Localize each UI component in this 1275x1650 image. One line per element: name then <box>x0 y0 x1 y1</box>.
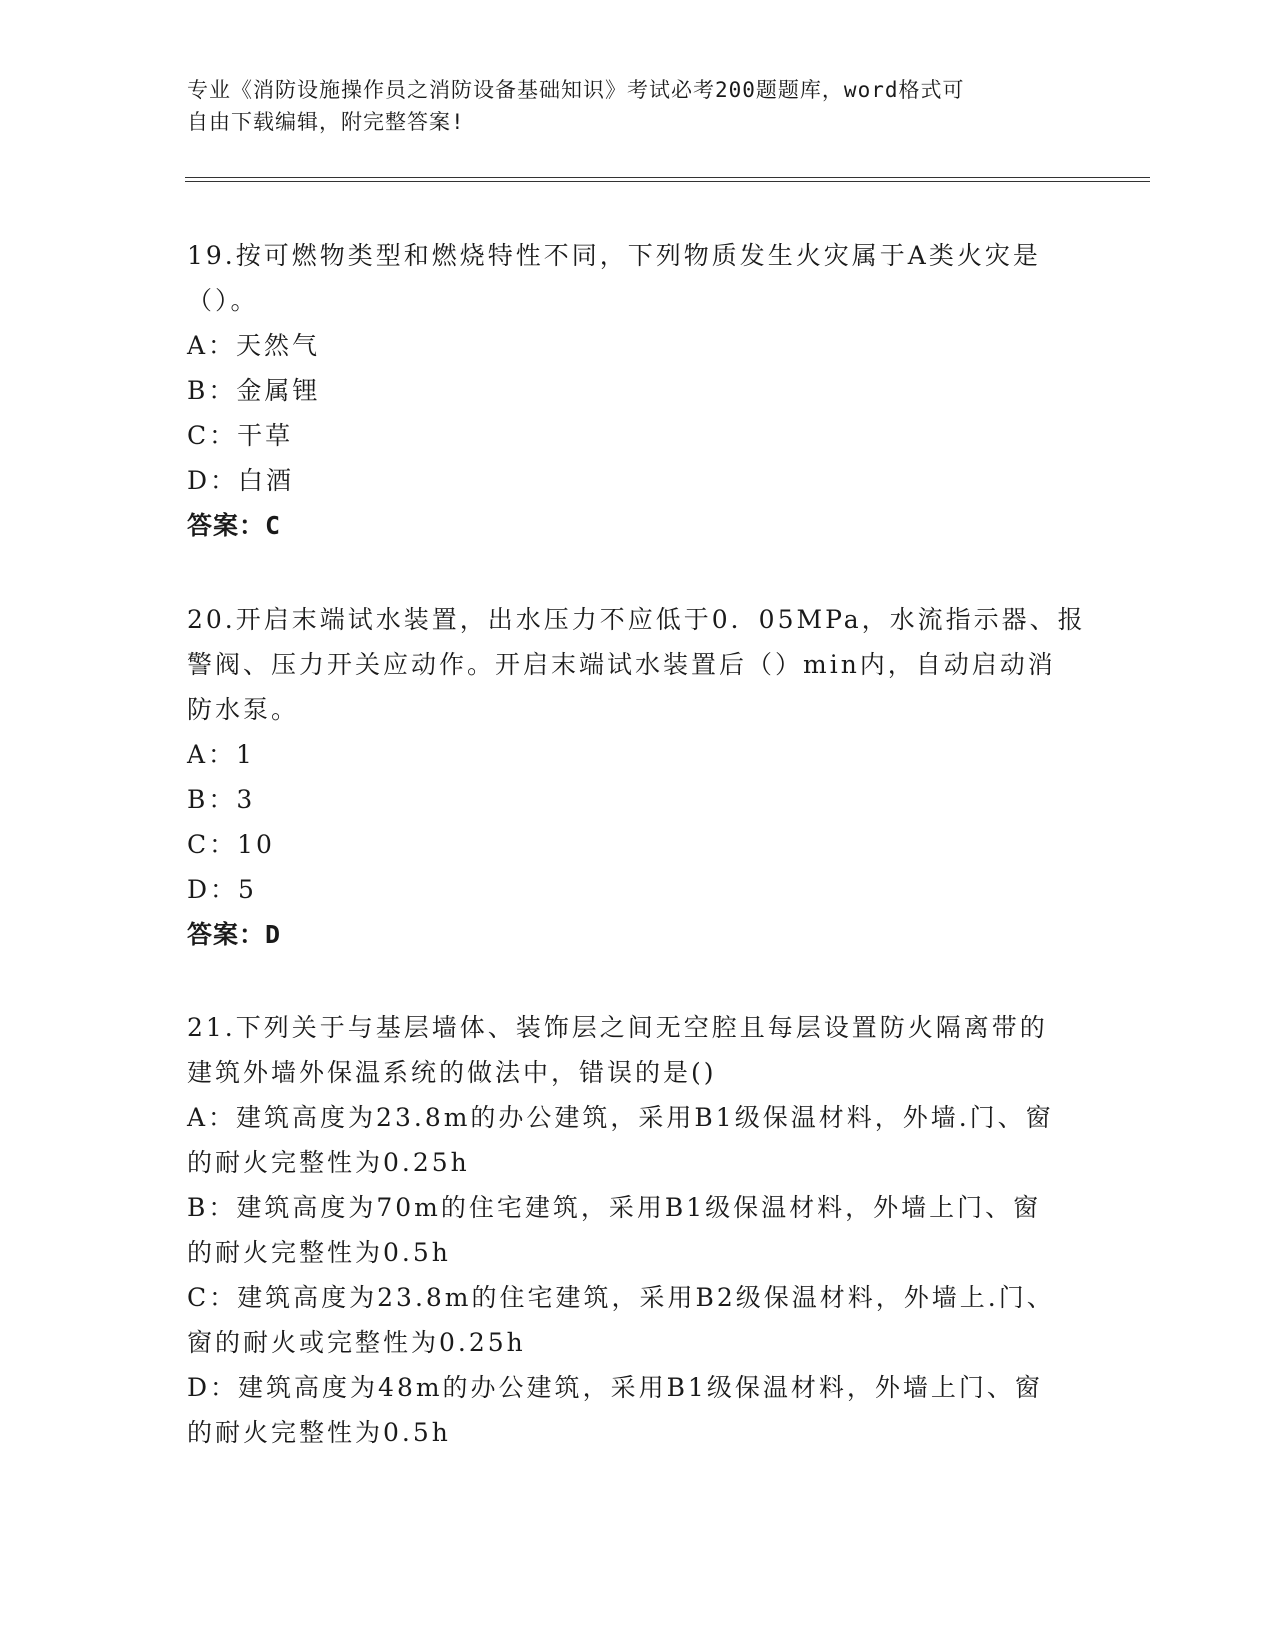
question-stem-line: 建筑外墙外保温系统的做法中，错误的是() <box>187 1058 717 1087</box>
option-c: C：建筑高度为23.8m的住宅建筑，采用B2级保温材料，外墙上.门、 <box>187 1283 1055 1312</box>
question-stem-line: 20.开启末端试水装置，出水压力不应低于0．05MPa，水流指示器、报 <box>187 605 1086 634</box>
option-b: B：建筑高度为70m的住宅建筑，采用B1级保温材料，外墙上门、窗 <box>187 1193 1042 1222</box>
option-d: D：5 <box>187 875 257 904</box>
option-a: A：1 <box>187 740 255 769</box>
question-stem-line: 警阀、压力开关应动作。开启末端试水装置后（）min内，自动启动消 <box>187 650 1056 679</box>
option-d-continued: 的耐火完整性为0.5h <box>187 1418 451 1447</box>
option-b: B：金属锂 <box>187 376 321 405</box>
option-b: B：3 <box>187 785 256 814</box>
answer: 答案：C <box>187 511 282 540</box>
option-b-continued: 的耐火完整性为0.5h <box>187 1238 451 1267</box>
question-19 <box>187 233 1092 548</box>
question-stem-line: 防水泵。 <box>187 695 300 724</box>
option-d: D：白酒 <box>187 466 295 495</box>
option-d: D：建筑高度为48m的办公建筑，采用B1级保温材料，外墙上门、窗 <box>187 1373 1043 1402</box>
question-stem-line: （）。 <box>187 286 259 315</box>
question-21 <box>187 1005 1092 1455</box>
document-header <box>187 74 1087 138</box>
answer: 答案：D <box>187 920 282 949</box>
option-c-continued: 窗的耐火或完整性为0.25h <box>187 1328 526 1357</box>
header-line-1: 专业《消防设施操作员之消防设备基础知识》考试必考200题题库，word格式可 <box>187 78 965 102</box>
option-c: C：10 <box>187 830 275 859</box>
question-20 <box>187 597 1092 957</box>
option-c: C：干草 <box>187 421 294 450</box>
question-stem-line: 21.下列关于与基层墙体、装饰层之间无空腔且每层设置防火隔离带的 <box>187 1013 1048 1042</box>
option-a-continued: 的耐火完整性为0.25h <box>187 1148 470 1177</box>
header-divider-bottom <box>185 181 1150 182</box>
option-a: A：天然气 <box>187 331 321 360</box>
question-stem-line: 19.按可燃物类型和燃烧特性不同，下列物质发生火灾属于A类火灾是 <box>187 241 1041 270</box>
header-line-2: 自由下载编辑，附完整答案! <box>187 110 465 134</box>
header-divider-top <box>185 177 1150 178</box>
option-a: A：建筑高度为23.8m的办公建筑，采用B1级保温材料，外墙.门、窗 <box>187 1103 1054 1132</box>
